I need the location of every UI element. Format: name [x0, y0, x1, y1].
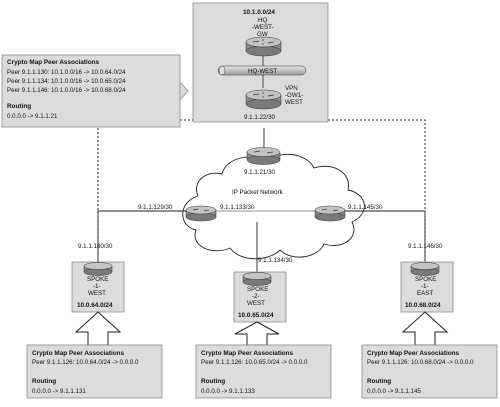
spoke1e-name-1: SPOKE [415, 276, 437, 283]
hq-route: 0.0.0.0 -> 9.1.1.21 [7, 113, 58, 120]
spoke1w-ip: 9.1.1.130/30 [78, 243, 113, 250]
isp-left-ip: 9.1.1.129/30 [138, 204, 173, 211]
spoke2w-box-title: Crypto Map Peer Associations [201, 350, 294, 357]
spoke-1-east [362, 243, 497, 398]
hq-subnet: 10.1.0.0/24 [243, 9, 275, 16]
hq-router-name-line3: GW [257, 31, 268, 38]
isp-right-ip: 9.1.1.145/30 [348, 204, 383, 211]
hq-west-gw-router-icon [246, 37, 281, 56]
hq-peer-2: Peer 9.1.1.134: 10.1.0.0/16 -> 10.0.65.0/24 [7, 78, 126, 85]
isp-right-router-icon [315, 206, 345, 221]
isp-top-ip: 9.1.1.21/30 [244, 169, 275, 176]
spoke1w-subnet: 10.0.64.0/24 [77, 302, 113, 309]
spoke2w-subnet: 10.0.65.0/24 [238, 312, 274, 319]
spoke2w-up-arrow [235, 322, 279, 345]
hq-box-title: Crypto Map Peer Associations [7, 59, 100, 66]
vpn-gw1-west-router-icon [246, 90, 281, 109]
spoke1e-peer: Peer 9.1.1.126: 10.0.68.0/24 -> 0.0.0.0 [367, 359, 474, 366]
hq-router-name-line1: HQ [258, 17, 268, 24]
spoke2w-peer: Peer 9.1.1.126: 10.0.65.0/24 -> 0.0.0.0 [201, 359, 308, 366]
spoke1e-routing-title: Routing [367, 378, 392, 385]
spoke-2-west [196, 257, 331, 398]
spoke1e-route: 0.0.0.0 -> 9.1.1.145 [367, 388, 421, 395]
vpn-name-line3: WEST [285, 99, 303, 106]
spoke1w-router-icon [84, 263, 112, 276]
vpn-name-line1: VPN [285, 85, 298, 92]
spoke1e-name-2: -1- [421, 283, 429, 290]
spoke1w-up-arrow [76, 312, 120, 345]
spoke2w-name-2: -2- [252, 293, 260, 300]
spoke2w-router-icon [243, 273, 271, 286]
spoke1w-peer: Peer 9.1.1.126: 10.0.64.0/24 -> 0.0.0.0 [32, 359, 139, 366]
spoke1e-name-3: EAST [417, 290, 434, 297]
hq-peer-3: Peer 9.1.1.146: 10.1.0.0/16 -> 10.0.68.0/24 [7, 87, 126, 94]
spoke1e-subnet: 10.0.68.0/24 [405, 302, 441, 309]
hq-routing-title: Routing [7, 103, 32, 110]
spoke2w-route: 0.0.0.0 -> 9.1.1.133 [201, 388, 255, 395]
spoke1e-ip: 9.1.1.146/30 [408, 243, 443, 250]
hq-switch-label: HQ-WEST [248, 68, 278, 75]
vpn-ip: 9.1.1.22/30 [244, 114, 275, 121]
spoke1w-box-title: Crypto Map Peer Associations [32, 350, 125, 357]
vpn-name-line2: -GW1- [285, 92, 304, 99]
spoke1w-name-2: -1- [93, 283, 101, 290]
hq-site [193, 3, 328, 122]
hq-router-name-line2: -WEST- [252, 24, 274, 31]
spoke1e-box-title: Crypto Map Peer Associations [367, 350, 460, 357]
cloud-label: IP Packet Network [232, 189, 283, 196]
spoke1w-name-1: SPOKE [87, 276, 109, 283]
spoke1w-route: 0.0.0.0 -> 9.1.1.131 [32, 388, 86, 395]
isp-top-router-icon [247, 148, 280, 165]
spoke1e-up-arrow [403, 312, 447, 345]
hq-peer-1: Peer 9.1.1.130: 10.1.0.0/16 -> 10.0.64.0/24 [7, 69, 126, 76]
spoke2w-name-1: SPOKE [247, 286, 269, 293]
spoke2w-name-3: WEST [247, 300, 265, 307]
link-spoke1-west [98, 211, 197, 262]
spoke1w-routing-title: Routing [32, 378, 57, 385]
spoke2w-ip: 9.1.1.134/30 [258, 257, 293, 264]
spoke1e-router-icon [411, 263, 439, 276]
spoke1w-name-3: WEST [88, 290, 106, 297]
isp-mid-ip: 9.1.1.133/30 [220, 204, 255, 211]
hq-crypto-map-box [2, 55, 188, 127]
spoke2w-routing-title: Routing [201, 378, 226, 385]
isp-left-router-icon [186, 206, 216, 221]
spoke-1-west [27, 243, 162, 398]
